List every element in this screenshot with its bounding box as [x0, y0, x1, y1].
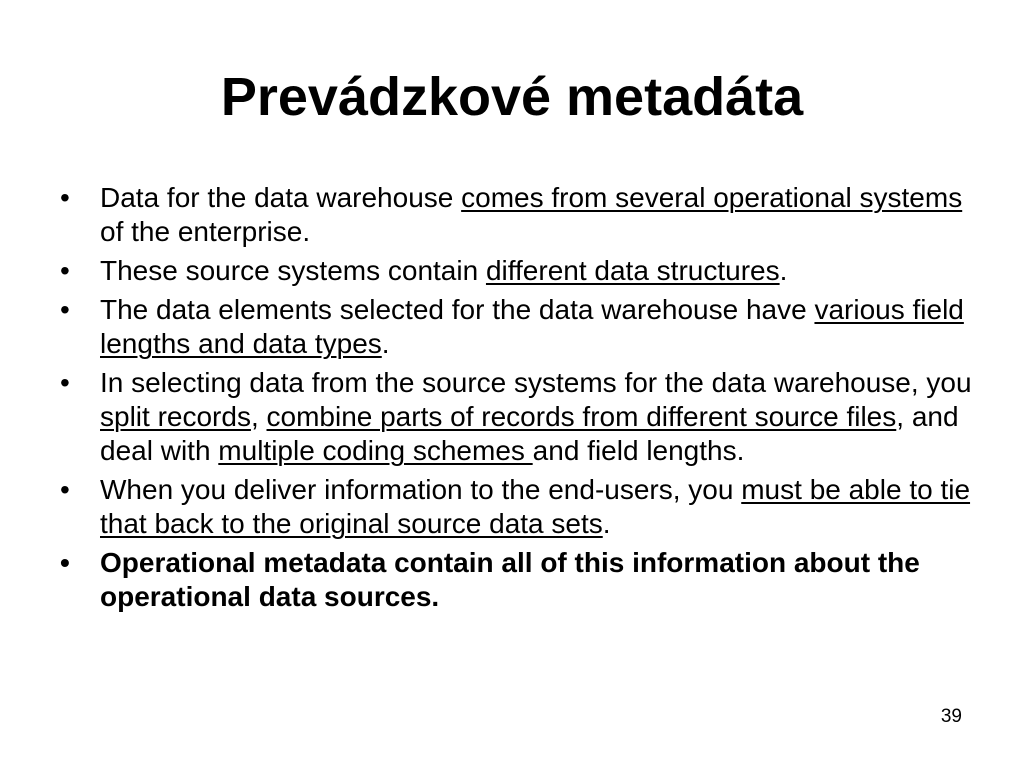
- underlined-phrase: must be able to tie that back to the original source data sets: [100, 474, 971, 539]
- underlined-phrase: multiple coding schemes: [218, 435, 533, 466]
- underlined-phrase: comes from several operational systems: [461, 182, 963, 213]
- page-number: 39: [940, 706, 962, 727]
- underlined-phrase: split records: [100, 401, 251, 432]
- bullet-icon: •: [60, 294, 70, 325]
- bullet-text: Data for the data warehouse: [100, 182, 462, 213]
- bullet-text: , and deal with: [100, 401, 959, 466]
- bullet-item-5: [60, 473, 980, 541]
- bullet-text: and field lengths.: [532, 435, 745, 466]
- bullet-item-6: [60, 546, 980, 614]
- bullet-item-1: [60, 181, 980, 249]
- bullet-item-2: [60, 254, 980, 288]
- bullet-text: ,: [250, 401, 267, 432]
- bullet-text: When you deliver information to the end-users, you: [100, 474, 742, 505]
- bullet-text: In selecting data from the source systems for the data warehouse, you: [100, 367, 972, 398]
- bullet-text: of the enterprise.: [100, 216, 311, 247]
- bullet-text: The data elements selected for the data warehouse have: [100, 294, 815, 325]
- bullet-icon: •: [60, 182, 70, 213]
- bullet-item-3: [60, 293, 980, 361]
- bullet-item-4: [60, 366, 980, 468]
- bullet-text: These source systems contain: [100, 255, 486, 286]
- bullet-text: .: [779, 255, 788, 286]
- bullet-icon: •: [60, 255, 70, 286]
- bullet-list: [60, 181, 980, 619]
- bullet-icon: •: [60, 367, 70, 398]
- bullet-text: Operational metadata contain all of this information about the operational data sources.: [100, 547, 920, 612]
- underlined-phrase: various field lengths and data types: [100, 294, 964, 359]
- underlined-phrase: different data structures: [485, 255, 780, 286]
- bullet-icon: •: [60, 547, 70, 578]
- slide-title: Prevádzkové metadáta: [220, 67, 804, 127]
- underlined-phrase: combine parts of records from different source files: [266, 401, 897, 432]
- bullet-text: .: [381, 328, 390, 359]
- bullet-icon: •: [60, 474, 70, 505]
- bullet-text: .: [602, 508, 611, 539]
